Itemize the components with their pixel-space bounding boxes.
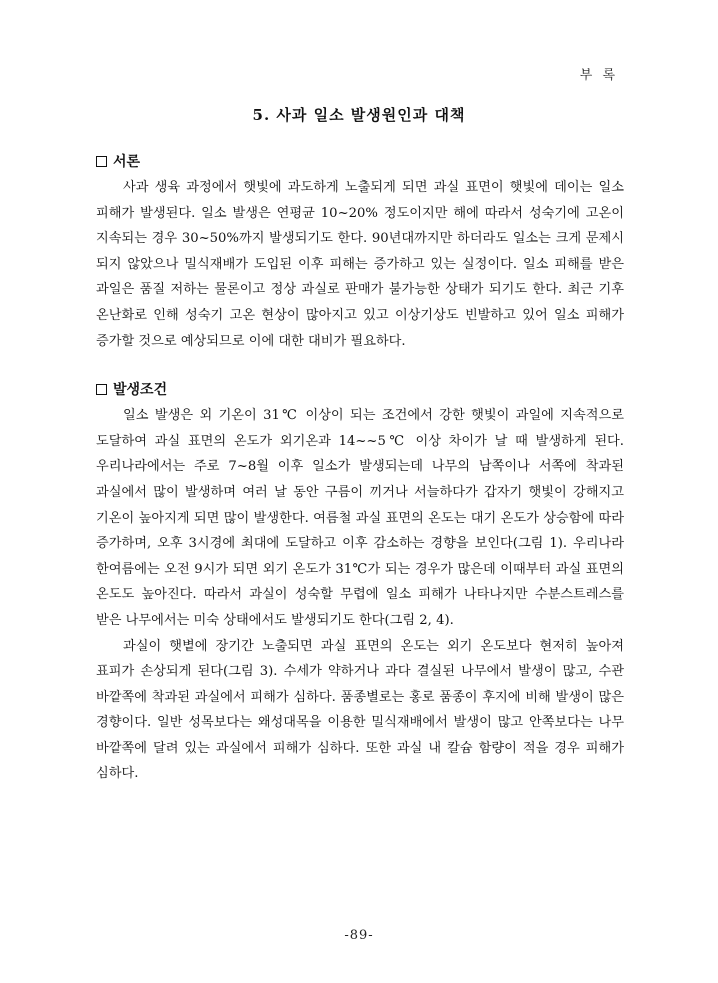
square-bullet-icon: [96, 384, 107, 395]
paragraph: 사과 생육 과정에서 햇빛에 과도하게 노출되게 되면 과실 표면이 햇빛에 데이는 일소 피해가 발생된다. 일소 발생은 연평균 10~20% 정도이지만 해에 따라서 성숙기에 고온이 지속되는 경우 30~50%까지 발생되기도 한다. 90년대까지만 하더라도 일소는 크게 문제시 되지 않았으나 밀식재배가 도입된 이후 피해는 증가하고 있는 실정이다. 일소 피해를 받은 과일은 품질 저하는 물론이고 정상 과실로 판매가 불가능한 상태가 되기도 한다. 최근 기후 온난화로 인해 성숙기 고온 현상이 많아지고 있고 이상기상도 빈발하고 있어 일소 피해가 증가할 것으로 예상되므로 이에 대한 대비가 필요하다.: [96, 180, 624, 349]
section-heading-occurrence-conditions: [96, 376, 624, 402]
paragraph: 과실이 햇볕에 장기간 노출되면 과실 표면의 온도는 외기 온도보다 현저히 높아져 표피가 손상되게 된다(그림 3). 수세가 약하거나 과다 결실된 나무에서 발생이 많고, 수관 바깥쪽에 착과된 과실에서 피해가 심하다. 품종별로는 홍로 품종이 후지에 비해 발생이 많은 경향이다. 일반 성목보다는 왜성대목을 이용한 밀식재배에서 발생이 많고 안쪽보다는 나무 바깥쪽에 달려 있는 과실에서 피해가 심하다. 또한 과실 내 칼슘 함량이 적을 경우 피해가 심하다.: [96, 638, 624, 782]
square-bullet-icon: [96, 156, 107, 167]
paragraph: 일소 발생은 외 기온이 31℃ 이상이 되는 조건에서 강한 햇빛이 과일에 지속적으로 도달하여 과실 표면의 온도가 외기온과 14~~5℃ 이상 차이가 날 때 발생하게 된다. 우리나라에서는 주로 7~8월 이후 일소가 발생되는데 나무의 남쪽이나 서쪽에 착과된 과실에서 많이 발생하며 여러 날 동안 구름이 끼거나 서늘하다가 갑자기 햇빛이 강해지고 기온이 높아지게 되면 많이 발생한다. 여름철 과실 표면의 온도는 대기 온도가 상승함에 따라 증가하며, 오후 3시경에 최대에 도달하고 이후 감소하는 경향을 보인다(그림 1). 우리나라 한여름에는 오전 9시가 되면 외기 온도가 31℃가 되는 경우가 많은데 이때부터 과실 표면의 온도도 높아진다. 따라서 과실이 성숙할 무렵에 일소 피해가 나타나지만 수분스트레스를 받은 나무에서는 미숙 상태에서도 발생되기도 한다(그림 2, 4).: [96, 408, 624, 628]
section-heading-label: 서론: [113, 154, 141, 170]
section-heading-label: 발생조건: [113, 382, 168, 399]
body-content: [96, 148, 624, 787]
page-title: 5. 사과 일소 발생원인과 대책: [252, 106, 466, 124]
running-header: 부 록: [579, 68, 618, 83]
page-number: -89-: [344, 928, 374, 943]
section-spacer: [96, 354, 624, 376]
section-heading-introduction: [96, 148, 624, 174]
